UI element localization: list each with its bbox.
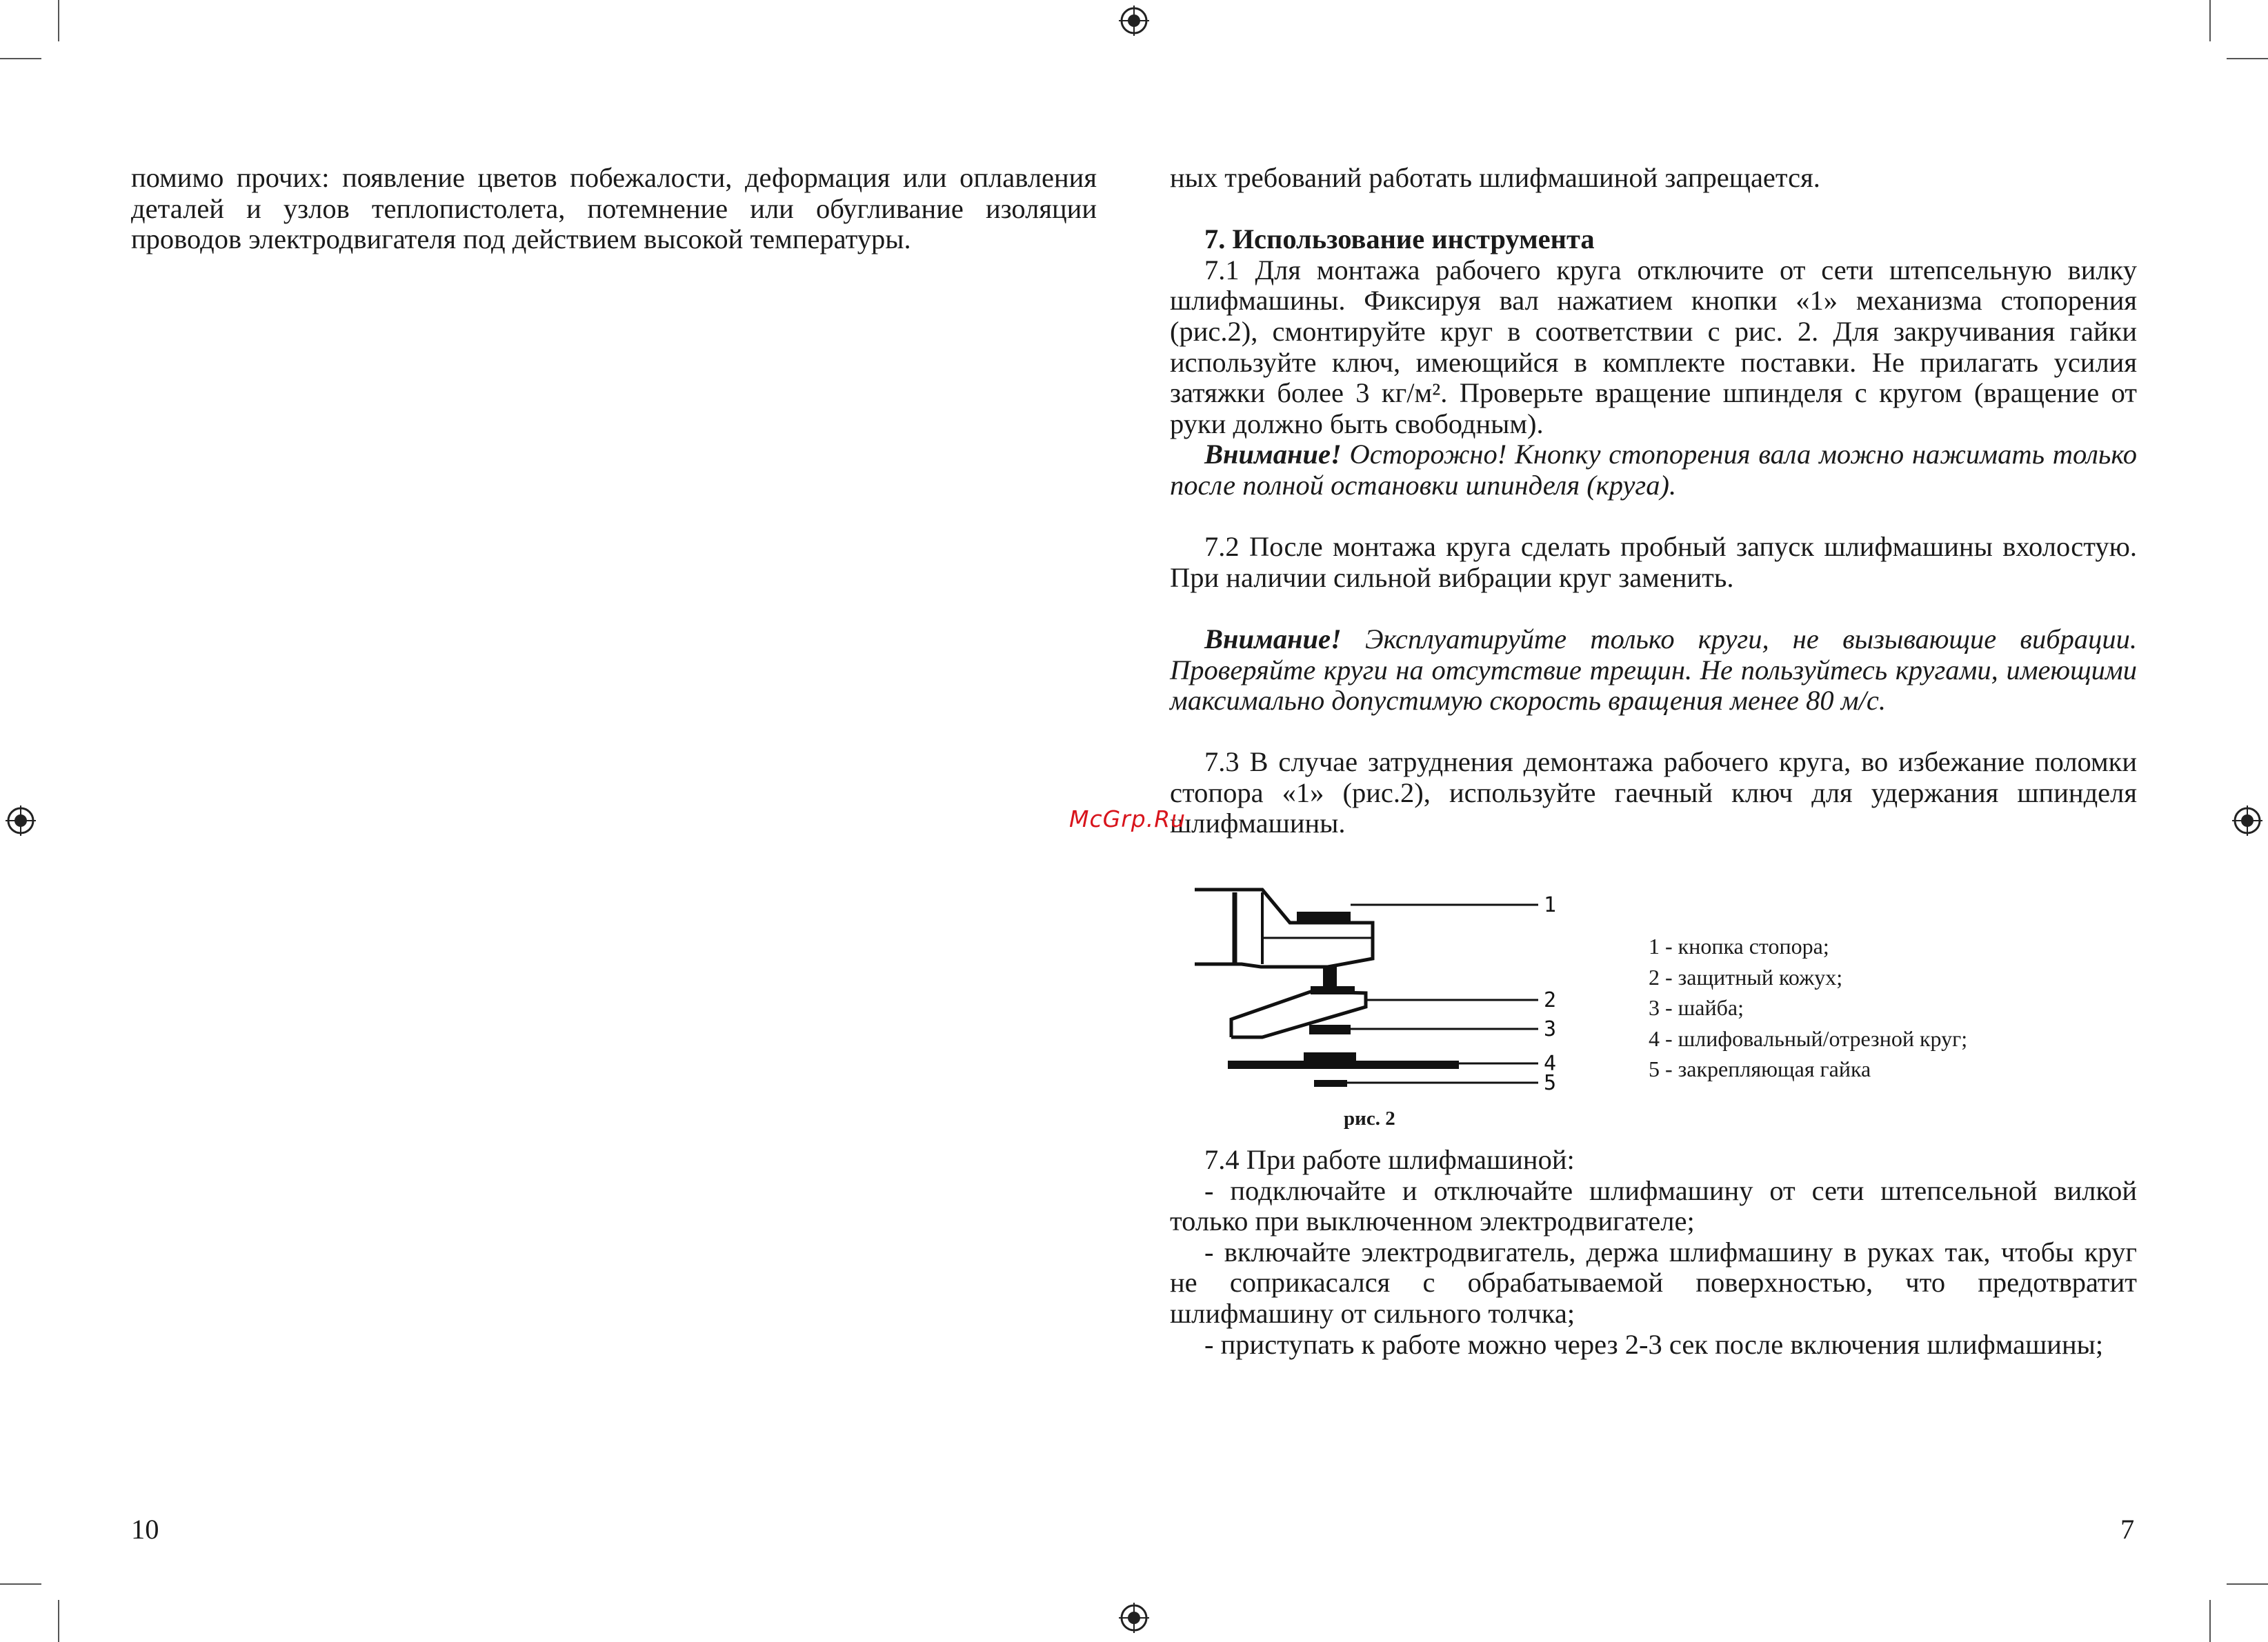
left-page-paragraph: помимо прочих: появление цветов побежалости, деформация или оплавления деталей и узлов теплопистолета, потемнение или обугливание изоляции проводов электродвигателя под действием высокой температуры.	[131, 162, 1097, 255]
wheel-hub-shape	[1304, 1052, 1356, 1061]
legend-item: 4 - шлифовальный/отрезной круг;	[1649, 1025, 1968, 1051]
legend-item: 1 - кнопка стопора;	[1649, 934, 1829, 959]
bullet-item: - приступать к работе можно через 2-3 сек после включения шлифмашины;	[1204, 1328, 2104, 1360]
callout-number: 3	[1544, 1017, 1557, 1041]
grinder-body-outline	[1195, 890, 1373, 967]
registration-mark-icon	[1119, 6, 1149, 36]
crop-mark	[2209, 0, 2211, 41]
bullet-item: - подключайте и отключайте шлифмашину от сети штепсельной вилкой только при выключенном электродвигателе;	[1170, 1174, 2137, 1237]
callout-number: 1	[1544, 893, 1557, 917]
stop-button-shape	[1297, 912, 1351, 921]
registration-mark-icon	[6, 805, 36, 836]
warning-text: Эксплуатируйте только круги, не вызывающие вибрации. Проверяйте круги на отсутствие трещин. Не пользуйтесь кругами, имеющими максимально допустимую скорость вращения менее 80 м/с.	[1170, 623, 2138, 717]
warning-1	[1170, 439, 2137, 501]
legend-item: 2 - защитный кожух;	[1649, 964, 1843, 990]
crop-mark	[2227, 58, 2268, 59]
washer-shape	[1309, 1025, 1351, 1034]
right-page-column-bottom	[1170, 1145, 2137, 1360]
crop-mark	[58, 0, 59, 41]
watermark: McGrp.Ru	[1069, 805, 1186, 832]
paragraph-7-4-title: 7.4 При работе шлифмашиной:	[1204, 1144, 1575, 1175]
crop-mark	[58, 1600, 59, 1642]
legend-item: 3 - шайба;	[1649, 995, 1744, 1020]
callout-number: 4	[1544, 1052, 1557, 1076]
paragraph-7-1: 7.1 Для монтажа рабочего круга отключите от сети штепсельную вилку шлифмашины. Фиксируя вал нажатием кнопки «1» механизма стопорения (рис.2), смонтируйте круг в соответствии с рис. 2. Для закручивания гайки используйте ключ, имеющийся в комплекте поставки. Не прилагать усилия затяжки более 3 кг/м². Проверьте вращение шпинделя с кругом (вращение от руки должно быть свободным).	[1170, 254, 2137, 439]
crop-mark	[0, 1583, 41, 1585]
crop-mark	[2227, 1583, 2268, 1585]
registration-mark-icon	[1119, 1603, 1149, 1633]
intro-paragraph: ных требований работать шлифмашиной запрещается.	[1170, 162, 1820, 193]
callout-number: 2	[1544, 988, 1557, 1012]
section-title: 7. Использование инструмента	[1204, 223, 1595, 255]
wheel-disc-shape	[1228, 1061, 1459, 1069]
callout-number: 5	[1544, 1071, 1557, 1095]
right-page-column-top	[1170, 163, 2137, 839]
legend-item: 5 - закрепляющая гайка	[1649, 1057, 1871, 1081]
registration-mark-icon	[2232, 805, 2262, 836]
flange-shape	[1311, 986, 1355, 994]
figure-caption: рис. 2	[1344, 1108, 1395, 1130]
nut-shape	[1314, 1080, 1347, 1087]
left-page-number: 10	[131, 1514, 159, 1545]
warning-label: Внимание!	[1204, 623, 1342, 654]
warning-2	[1170, 624, 2137, 717]
grinder-assembly-diagram	[1193, 883, 1580, 1110]
right-page-number: 7	[2120, 1514, 2135, 1545]
paragraph-7-3: 7.3 В случае затруднения демонтажа рабочего круга, во избежание поломки стопора «1» (рис.2), используйте гаечный ключ для удержания шпинделя шлифмашины.	[1170, 746, 2137, 839]
paragraph-7-2: 7.2 После монтажа круга сделать пробный запуск шлифмашины вхолостую. При наличии сильной вибрации круг заменить.	[1170, 531, 2137, 593]
left-page-column	[131, 163, 1097, 255]
crop-mark	[2209, 1600, 2211, 1642]
figure-legend	[1649, 931, 1967, 1085]
crop-mark	[0, 58, 41, 59]
warning-label: Внимание!	[1204, 439, 1342, 470]
bullet-item: - включайте электродвигатель, держа шлифмашину в руках так, чтобы круг не соприкасался с обрабатываемой поверхностью, что предотвратит шлифмашину от сильного толчка;	[1170, 1236, 2137, 1329]
warning-text: Осторожно! Кнопку стопорения вала можно нажимать только после полной остановки шпинделя (круга).	[1170, 439, 2137, 501]
